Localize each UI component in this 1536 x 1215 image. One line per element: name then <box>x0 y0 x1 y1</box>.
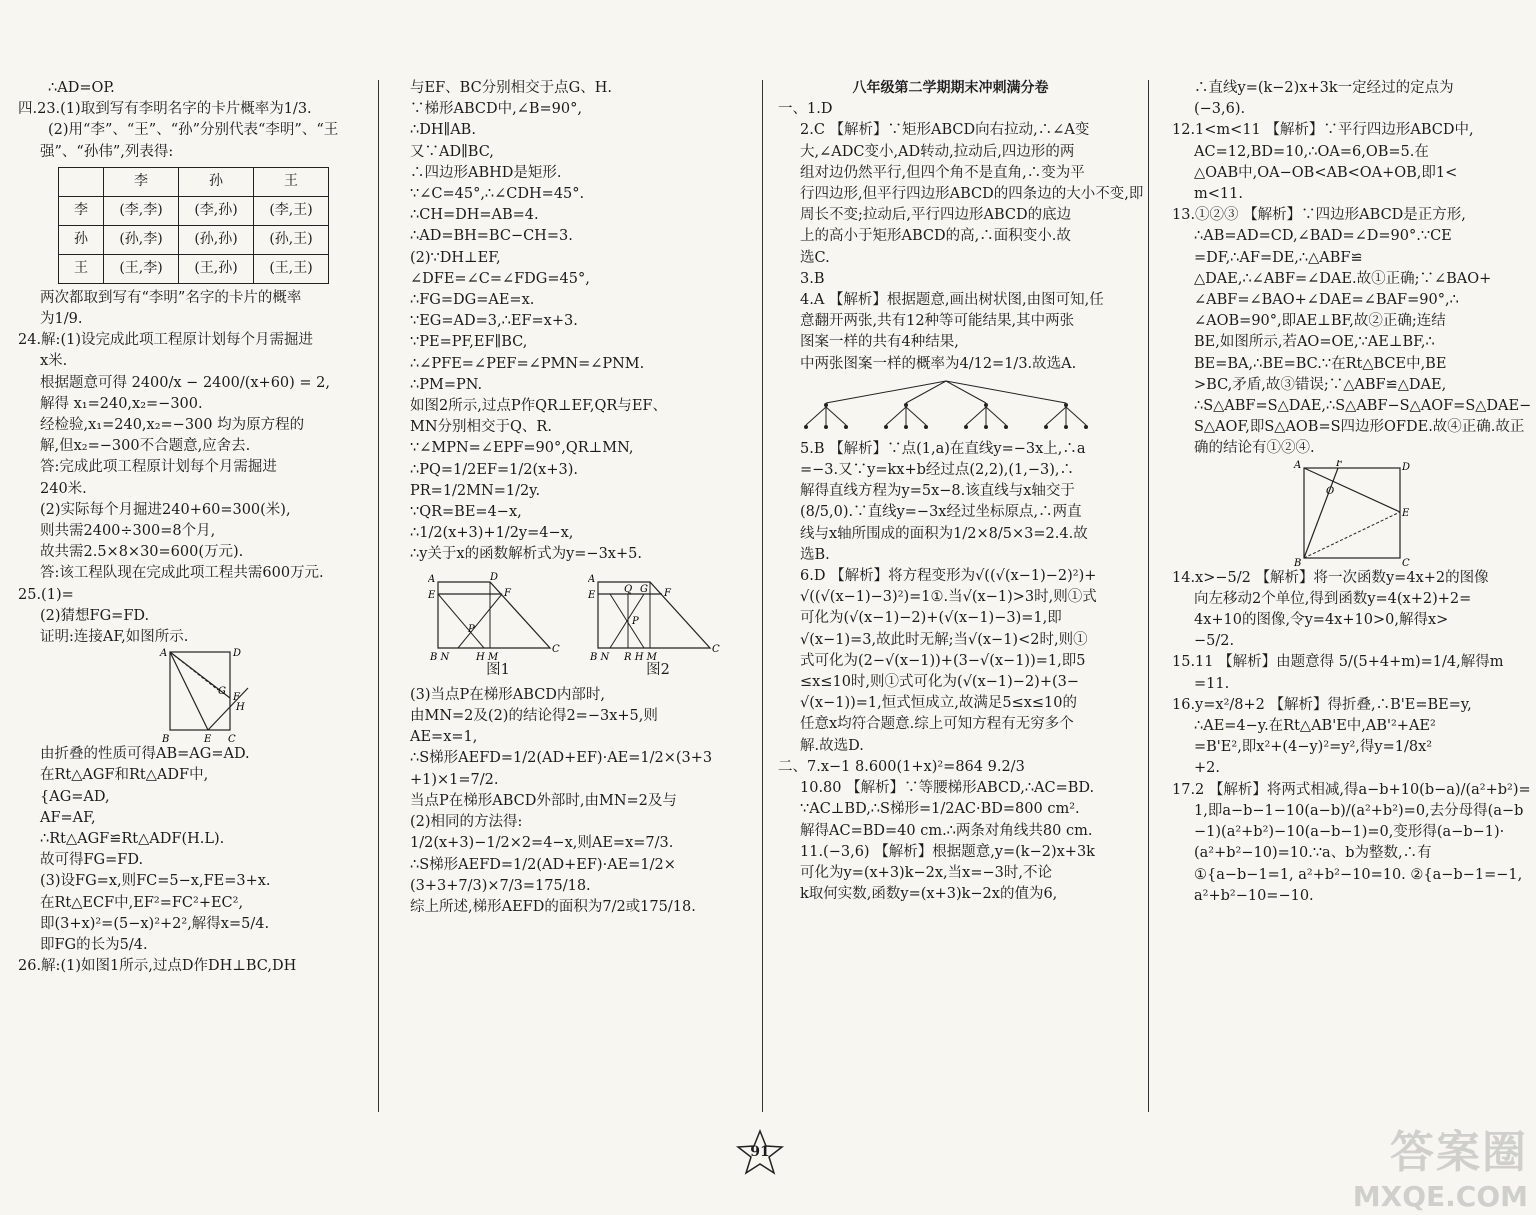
text-line: 解.故选D. <box>800 737 864 754</box>
text-line: (2)猜想FG=FD. <box>40 607 150 624</box>
square-fold-figure <box>158 648 278 744</box>
table-header-cell: 孙 <box>179 167 254 196</box>
text-line: ∵∠MPN=∠EPF=90°,QR⊥MN, <box>410 440 634 457</box>
text-line: (2)∵DH⊥EF, <box>410 249 501 266</box>
table-cell: 孙 <box>59 225 104 254</box>
svg-text:G: G <box>640 583 648 595</box>
text-line: 式可化为(2−√(x−1))+(3−√(x−1))=1,即5 <box>800 652 1086 669</box>
svg-text:C: C <box>712 643 720 655</box>
text-line: 解得直线方程为y=5x−8.该直线与x轴交于 <box>800 483 1075 500</box>
column-1 <box>18 78 363 978</box>
page-number: 91 <box>750 1144 770 1160</box>
table-row <box>59 254 329 283</box>
text-line: ∵QR=BE=4−x, <box>410 504 522 521</box>
text-line: (8/5,0).∵直线y=−3x经过坐标原点,∴两直 <box>800 504 1082 521</box>
text-line: 即(3+x)²=(5−x)²+2²,解得x=5/4. <box>40 915 270 932</box>
text-line: =B'E²,即x²+(4−y)²=y²,得y=1/8x² <box>1194 739 1433 756</box>
text-line: 组对边仍然平行,但四个角不是直角,∴变为平 <box>800 164 1085 181</box>
text-line: 1/2(x+3)−1/2×2=4−x,则AE=x=7/3. <box>410 835 674 852</box>
text-line: 3.B <box>800 270 825 287</box>
text-line: ∵梯形ABCD中,∠B=90°, <box>410 101 582 118</box>
text-line: 根据题意可得 2400/x − 2400/(x+60) = 2, <box>40 374 331 391</box>
text-line: ∴DH∥AB. <box>410 122 476 139</box>
text-line: 240米. <box>40 480 87 497</box>
text-line: √(x−1))=1,恒式恒成立,故满足5≤x≤10的 <box>800 695 1078 712</box>
svg-text:E: E <box>1402 507 1410 519</box>
svg-text:P: P <box>468 623 475 635</box>
figure-caption: 图2 <box>646 661 670 678</box>
text-line: ∴S梯形AEFD=1/2(AD+EF)·AE=1/2×(3+3 <box>410 750 713 767</box>
table-cell: (王,孙) <box>179 254 254 283</box>
svg-text:G: G <box>218 686 226 698</box>
text-line: △OAB中,OA−OB<AB<OA+OB,即1< <box>1194 164 1458 181</box>
text-line: 当点P在梯形ABCD外部时,由MN=2及与 <box>410 792 677 809</box>
text-line: 大,∠ADC变小,AD转动,拉动后,四边形的两 <box>800 143 1075 160</box>
text-line: S△AOF,即S△AOB=S四边形OFDE.故④正确.故正 <box>1194 419 1525 436</box>
outcome-table <box>58 167 329 284</box>
table-header-cell: 王 <box>254 167 329 196</box>
text-line: 故可得FG=FD. <box>40 852 144 869</box>
svg-text:F: F <box>504 587 511 599</box>
text-line: ∴AD=BH=BC−CH=3. <box>410 228 573 245</box>
column-2 <box>410 78 750 918</box>
figure-2 <box>588 572 728 681</box>
svg-text:B: B <box>1294 557 1302 568</box>
column-divider <box>762 80 763 1112</box>
trapezoid-figure-2 <box>588 572 728 664</box>
text-line: 解得AC=BD=40 cm.∴两条对角线共80 cm. <box>800 822 1093 839</box>
text-line: 解,但x₂=−300不合题意,应舍去. <box>40 438 251 455</box>
text-line: 即FG的长为5/4. <box>40 937 148 954</box>
text-line: √(x−1)=3,故此时无解;当√(x−1)<2时,则① <box>800 631 1088 648</box>
square-figure <box>1292 460 1412 568</box>
table-cell: 李 <box>59 196 104 225</box>
svg-text:B N: B N <box>590 651 610 663</box>
text-line: 两次都取到写有“李明”名字的卡片的概率 <box>40 289 302 306</box>
svg-text:A: A <box>588 573 596 585</box>
text-line: 11.(−3,6) 【解析】根据题意,y=(k−2)x+3k <box>800 843 1095 860</box>
text-line: (3)当点P在梯形ABCD内部时, <box>410 686 606 703</box>
svg-text:A: A <box>428 573 436 585</box>
text-line: 证明:连接AF,如图所示. <box>40 629 189 646</box>
svg-text:F: F <box>1336 459 1343 469</box>
page-number-badge <box>735 1128 785 1178</box>
text-line: ∴y关于x的函数解析式为y=−3x+5. <box>410 546 642 563</box>
svg-text:P: P <box>632 615 639 627</box>
tree-diagram <box>796 377 1096 437</box>
text-line: m<11. <box>1194 186 1243 203</box>
text-line: 由MN=2及(2)的结论得2=−3x+5,则 <box>410 708 658 725</box>
svg-text:A: A <box>160 648 168 660</box>
text-line: 图案一样的共有4种结果, <box>800 334 959 351</box>
text-line: PR=1/2MN=1/2y. <box>410 482 541 499</box>
text-line: ∴AE=4−y.在Rt△AB'E中,AB'²+AE² <box>1194 718 1436 735</box>
text-line: 故共需2.5×8×30=600(万元). <box>40 544 244 561</box>
svg-text:E: E <box>588 589 596 601</box>
figure-caption: 图1 <box>486 661 510 678</box>
text-line: MN分别相交于Q、R. <box>410 419 552 436</box>
text-line: ∴∠PFE=∠PEF=∠PMN=∠PNM. <box>410 355 645 372</box>
text-line: 24.解:(1)设完成此项工程原计划每个月需掘进 <box>18 332 313 349</box>
text-line: ∵EG=AD=3,∴EF=x+3. <box>410 313 578 330</box>
text-line: =−3.又∵y=kx+b经过点(2,2),(1,−3),∴ <box>800 462 1074 479</box>
text-line: −1)(a²+b²)−10(a−b−1)=0,变形得(a−b−1)· <box>1194 824 1505 841</box>
table-cell: (李,李) <box>104 196 179 225</box>
text-line: ∴1/2(x+3)+1/2y=4−x, <box>410 525 574 542</box>
watermark-url: MXQE.COM <box>1352 1180 1528 1213</box>
text-line: BE=BA,∴BE=BC.∵在Rt△BCE中,BE <box>1194 355 1447 372</box>
svg-text:H: H <box>236 702 245 714</box>
text-line: 线与x轴所围成的面积为1/2×8/5×3=2.4.故 <box>800 525 1088 542</box>
svg-text:B N: B N <box>430 651 450 663</box>
column-4 <box>1172 78 1532 907</box>
svg-text:E: E <box>428 589 436 601</box>
text-line: +1)×1=7/2. <box>410 771 499 788</box>
svg-text:C: C <box>552 643 560 655</box>
svg-text:C: C <box>1402 557 1410 568</box>
text-line: {AG=AD, <box>40 788 110 805</box>
svg-text:F: F <box>664 587 671 599</box>
text-line: 周长不变;拉动后,平行四边形ABCD的底边 <box>800 207 1072 224</box>
text-line: △DAE,∴∠ABF=∠DAE.故①正确;∵∠BAO+ <box>1194 270 1492 287</box>
table-cell: (孙,孙) <box>179 225 254 254</box>
text-line: 在Rt△AGF和Rt△ADF中, <box>40 767 209 784</box>
svg-text:C: C <box>228 734 236 745</box>
text-line: 答:完成此项工程原计划每个月需掘进 <box>40 459 277 476</box>
text-line: ∠AOB=90°,即AE⊥BF,故②正确;连结 <box>1194 313 1446 330</box>
text-line: ∵∠C=45°,∴∠CDH=45°. <box>410 186 585 203</box>
text-line: ∴S梯形AEFD=1/2(AD+EF)·AE=1/2× <box>410 856 676 873</box>
trapezoid-figure-1 <box>428 572 568 664</box>
text-line: 四.23.(1)取到写有李明名字的卡片概率为1/3. <box>18 101 312 118</box>
text-line: 可化为(√(x−1)−2)+(√(x−1)−3)=1,即 <box>800 610 1062 627</box>
text-line: (a²+b²−10)=10.∵a、b为整数,∴有 <box>1194 845 1432 862</box>
text-line: (3)设FG=x,则FC=5−x,FE=3+x. <box>40 873 271 890</box>
text-line: 又∵AD∥BC, <box>410 143 494 160</box>
text-line: 13.①②③ 【解析】∵四边形ABCD是正方形, <box>1172 207 1466 224</box>
text-line: ∴四边形ABHD是矩形. <box>410 164 562 181</box>
svg-text:E: E <box>204 734 212 745</box>
text-line: AE=x=1, <box>410 729 478 746</box>
text-line: −5/2. <box>1194 633 1235 650</box>
table-row <box>59 225 329 254</box>
text-line: 行四边形,但平行四边形ABCD的四条边的大小不变,即 <box>800 186 1144 203</box>
text-line: 4x+10的图像,令y=4x+10>0,解得x> <box>1194 612 1449 629</box>
text-line: 综上所述,梯形AEFD的面积为7/2或175/18. <box>410 898 696 915</box>
text-line: ∴PM=PN. <box>410 376 483 393</box>
text-line: (2)相同的方法得: <box>410 814 523 831</box>
table-header-cell <box>59 167 104 196</box>
text-line: 向左移动2个单位,得到函数y=4(x+2)+2= <box>1194 590 1472 607</box>
column-divider <box>378 80 379 1112</box>
text-line: 中两张图案一样的概率为4/12=1/3.故选A. <box>800 355 1077 372</box>
text-line: 上的高小于矩形ABCD的高,∴面积变小.故 <box>800 228 1071 245</box>
text-line: 4.A 【解析】根据题意,画出树状图,由图可知,任 <box>800 292 1104 309</box>
svg-text:D: D <box>490 571 499 583</box>
text-line: AC=12,BD=10,∴OA=6,OB=5.在 <box>1194 143 1429 160</box>
text-line: (3+3+7/3)×7/3=175/18. <box>410 877 591 894</box>
svg-text:Q: Q <box>624 583 633 595</box>
text-line: >BC,矛盾,故③错误;∵△ABF≌△DAE, <box>1194 376 1447 393</box>
text-line: +2. <box>1194 760 1220 777</box>
text-line: 解得 x₁=240,x₂=−300. <box>40 395 203 412</box>
table-header-cell: 李 <box>104 167 179 196</box>
text-line: 意翻开两张,共有12种等可能结果,其中两张 <box>800 313 1075 330</box>
text-line: ∴Rt△AGF≌Rt△ADF(H.L). <box>40 831 225 848</box>
text-line: AF=AF, <box>40 809 96 826</box>
text-line: 为1/9. <box>40 311 83 328</box>
svg-text:F: F <box>233 692 240 704</box>
text-line: 1,即a−b−1−10(a−b)/(a²+b²)=0,去分母得(a−b <box>1194 802 1524 819</box>
text-line: ①{a−b−1=1, a²+b²−10=10. ②{a−b−1=−1, a²+b²−10=−10. <box>1194 866 1523 904</box>
text-line: 26.解:(1)如图1所示,过点D作DH⊥BC,DH <box>18 958 297 975</box>
text-line: ∴直线y=(k−2)x+3k一定经过的定点为 <box>1194 80 1454 96</box>
text-line: ∴CH=DH=AB=4. <box>410 207 539 224</box>
svg-text:H M: H M <box>476 651 499 663</box>
table-cell: (李,孙) <box>179 196 254 225</box>
text-line: (2)用“李”、“王”、“孙”分别代表“李明”、“王 <box>48 122 339 139</box>
text-line: =11. <box>1194 675 1230 692</box>
table-row <box>59 196 329 225</box>
text-line: 确的结论有①②④. <box>1194 440 1315 457</box>
watermark-logo-text: 答案圈 <box>1390 1127 1528 1178</box>
text-line: 10.80 【解析】∵等腰梯形ABCD,∴AC=BD. <box>800 780 1095 797</box>
column-divider <box>1148 80 1149 1112</box>
text-line: ∴FG=DG=AE=x. <box>410 292 535 309</box>
table-cell: (李,王) <box>254 196 329 225</box>
text-line: 可化为y=(x+3)k−2x,当x=−3时,不论 <box>800 864 1052 881</box>
text-line: 二、7.x−1 8.600(1+x)²=864 9.2/3 <box>778 758 1025 775</box>
text-line: 16.y=x²/8+2 【解析】得折叠,∴B'E=BE=y, <box>1172 696 1472 713</box>
text-line: 经检验,x₁=240,x₂=−300 均为原方程的 <box>40 417 305 434</box>
text-line: 如图2所示,过点P作QR⊥EF,QR与EF、 <box>410 398 667 415</box>
column-3 <box>778 78 1144 905</box>
text-line: 15.11 【解析】由题意得 5/(5+4+m)=1/4,解得m <box>1172 654 1504 671</box>
text-line: ∵PE=PF,EF∥BC, <box>410 334 528 351</box>
svg-text:B: B <box>162 734 170 745</box>
table-cell: (王,李) <box>104 254 179 283</box>
text-line: 由折叠的性质可得AB=AG=AD. <box>40 746 250 763</box>
text-line: 5.B 【解析】∵点(1,a)在直线y=−3x上,∴a <box>800 440 1086 457</box>
text-line: k取何实数,函数y=(x+3)k−2x的值为6, <box>800 886 1058 903</box>
svg-text:R H M: R H M <box>624 651 657 663</box>
table-cell: (孙,李) <box>104 225 179 254</box>
text-line: ∵AC⊥BD,∴S梯形=1/2AC·BD=800 cm². <box>800 801 1080 818</box>
text-line: ∴AB=AD=CD,∠BAD=∠D=90°.∵CE <box>1194 228 1452 245</box>
text-line: ∠DFE=∠C=∠FDG=45°, <box>410 270 590 287</box>
trapezoid-figures <box>428 572 750 681</box>
text-line: 任意x均符合题意.综上可知方程有无穷多个 <box>800 716 1074 733</box>
text-line: 答:该工程队现在完成此项工程共需600万元. <box>40 565 324 582</box>
text-line: 选C. <box>800 249 830 266</box>
svg-text:O: O <box>1326 485 1335 497</box>
text-line: 17.2 【解析】将两式相减,得a−b+10(b−a)/(a²+b²)= <box>1172 781 1531 798</box>
text-line: ∴S△ABF=S△DAE,∴S△ABF−S△AOF=S△DAE− <box>1194 398 1532 415</box>
text-line: 14.x>−5/2 【解析】将一次函数y=4x+2的图像 <box>1172 569 1489 586</box>
text-line: 在Rt△ECF中,EF²=FC²+EC², <box>40 894 244 911</box>
text-line: (2)实际每个月掘进240+60=300(米), <box>40 501 291 518</box>
text-line: 一、1.D <box>778 101 833 118</box>
table-cell: 王 <box>59 254 104 283</box>
text-line: 与EF、BC分别相交于点G、H. <box>410 80 613 96</box>
watermark <box>1353 1116 1528 1213</box>
text-line: x米. <box>40 353 68 370</box>
text-line: 12.1<m<11 【解析】∵平行四边形ABCD中, <box>1172 122 1474 139</box>
text-line: BE,如图所示,若AO=OE,∵AE⊥BF,∴ <box>1194 334 1435 351</box>
text-line: (−3,6). <box>1194 101 1246 118</box>
table-cell: (王,王) <box>254 254 329 283</box>
text-line: 25.(1)= <box>18 586 74 603</box>
text-line: ∴PQ=1/2EF=1/2(x+3). <box>410 461 578 478</box>
svg-text:D: D <box>233 648 242 660</box>
section-title: 八年级第二学期期末冲刺满分卷 <box>852 80 1049 96</box>
svg-text:D: D <box>1402 461 1411 473</box>
text-line: 6.D 【解析】将方程变形为√((√(x−1)−2)²)+ <box>800 568 1097 585</box>
figure-1 <box>428 572 568 681</box>
text-line: 则共需2400÷300=8个月, <box>40 523 216 540</box>
text-line: 2.C 【解析】∵矩形ABCD向右拉动,∴∠A变 <box>800 122 1090 139</box>
text-line: ∴AD=OP. <box>48 80 115 96</box>
svg-text:A: A <box>1294 459 1302 471</box>
text-line: ≤x≤10时,则①式可化为(√(x−1)−2)+(3− <box>800 674 1080 691</box>
text-line: ∠ABF=∠BAO+∠DAE=∠BAF=90°,∴ <box>1194 292 1459 309</box>
text-line: 选B. <box>800 546 830 563</box>
table-cell: (孙,王) <box>254 225 329 254</box>
text-line: =DF,∴AF=DE,∴△ABF≌ <box>1194 249 1363 266</box>
text-line: √((√(x−1)−3)²)=1①.当√(x−1)>3时,则①式 <box>800 589 1097 606</box>
text-line: 强”、“孙伟”,列表得: <box>40 143 174 160</box>
